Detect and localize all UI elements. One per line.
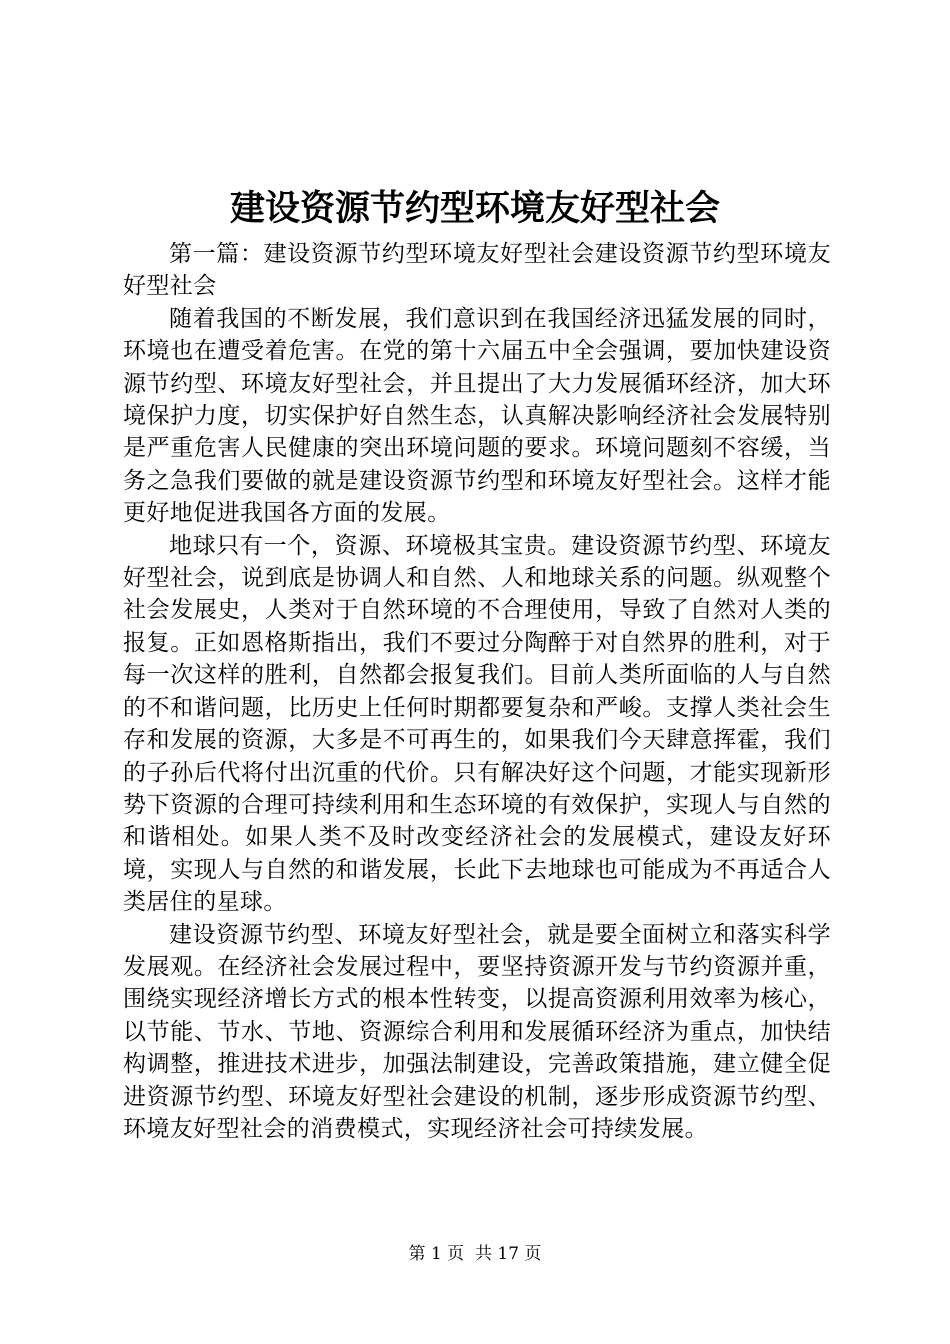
- paragraph: 随着我国的不断发展，我们意识到在我国经济迅猛发展的同时，环境也在遭受着危害。在党的第十六届五中全会强调，要加快建设资源节约型、环境友好型社会，并且提出了大力发展循环经济，加大环境保护力度，切实保护好自然生态，认真解决影响经济社会发展特别是严重危害人民健康的突出环境问题的要求。环境问题刻不容缓，当务之急我们要做的就是建设资源节约型和环境友好型社会。这样才能更好地促进我国各方面的发展。: [123, 305, 831, 527]
- document-title: 建设资源节约型环境友好型社会: [229, 188, 720, 229]
- paragraph: 建设资源节约型、环境友好型社会，就是要全面树立和落实科学发展观。在经济社会发展过程中，要坚持资源开发与节约资源并重，围绕实现经济增长方式的根本性转变，以提高资源利用效率为核心，以节能、节水、节地、资源综合利用和发展循环经济为重点，加快结构调整，推进技术进步，加强法制建设，完善政策措施，建立健全促进资源节约型、环境友好型社会建设的机制，逐步形成资源节约型、环境友好型社会的消费模式，实现经济社会可持续发展。: [123, 921, 831, 1142]
- page-total: 共 17 页: [474, 1244, 542, 1264]
- paragraph: 地球只有一个，资源、环境极其宝贵。建设资源节约型、环境友好型社会，说到底是协调人和自然、人和地球关系的问题。纵观整个社会发展史，人类对于自然环境的不合理使用，导致了自然对人类的报复。正如恩格斯指出，我们不要过分陶醉于对自然界的胜利，对于每一次这样的胜利，自然都会报复我们。目前人类所面临的人与自然的不和谐问题，比历史上任何时期都要复杂和严峻。支撑人类社会生存和发展的资源，大多是不可再生的，如果我们今天肆意挥霍，我们的子孙后代将付出沉重的代价。只有解决好这个问题，才能实现新形势下资源的合理可持续利用和生态环境的有效保护，实现人与自然的和谐相处。如果人类不及时改变经济社会的发展模式，建设友好环境，实现人与自然的和谐发展，长此下去地球也可能成为不再适合人类居住的星球。: [123, 532, 831, 916]
- page-footer: [0, 1243, 950, 1265]
- document-body: [123, 238, 831, 1145]
- footer-separator: [464, 1244, 475, 1264]
- paragraph-heading: 第一篇：建设资源节约型环境友好型社会建设资源节约型环境友好型社会: [123, 241, 831, 300]
- page-number: 第 1 页: [408, 1244, 465, 1264]
